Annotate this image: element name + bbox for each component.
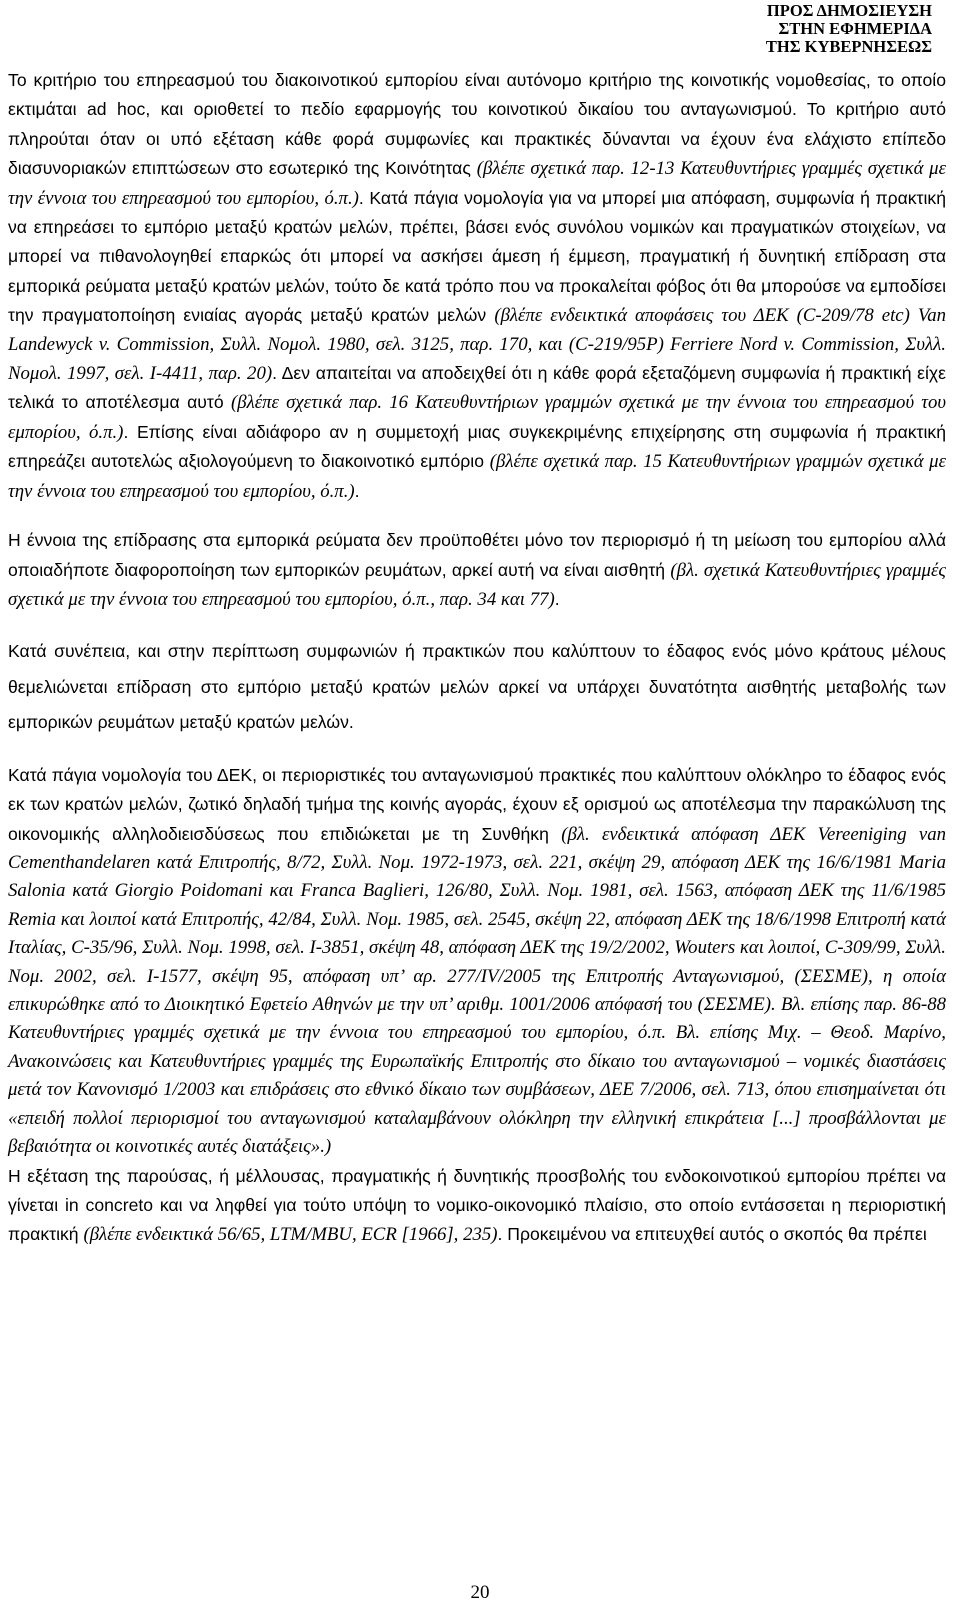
body-text: . Δεν απαιτείται να αποδειχθεί ότι η κάθε φορά εξεταζόμενη συμφωνία ή πρακτική είχε τελικά το αποτέλεσμα αυτό [8, 363, 946, 413]
paragraph [8, 526, 946, 614]
document-body [8, 66, 946, 1250]
body-text: Κατά συνέπεια, και στην περίπτωση συμφωνιών ή πρακτικών που καλύπτουν το έδαφος ενός μόνο κράτους μέλους θεμελιώνεται επίδραση στο εμπόριο μεταξύ κρατών μελών αρκεί να υπάρχει δυνατότητα αισθητής μεταβολής των εμπορικών ρευμάτων μεταξύ κρατών μελών. [8, 641, 946, 733]
publication-header [766, 2, 932, 56]
header-line-1: ΠΡΟΣ ΔΗΜΟΣΙΕΥΣΗ [766, 1, 932, 20]
body-text: . [354, 480, 360, 501]
citation-text: (βλέπε ενδεικτικά 56/65, LTM/MBU, ECR [1966], 235) [83, 1224, 498, 1246]
citation-text: (βλέπε σχετικά παρ. 15 Κατευθυντήριων γραμμών σχετικά με την έννοια του επηρεασμού του εμπορίου, ό.π.) [8, 451, 947, 502]
citation-text: (βλ. ενδεικτικά απόφαση ΔΕΚ Vereeniging van Cementhandelaren κατά Επιτροπής, 8/72, Συλλ. Νομ. 1972-1973, σελ. 221, σκέψη 29, απόφαση ΔΕΚ της 16/6/1981 Maria Salonia κατά Giorgio Poidomani και Franca Baglieri, 126/80, Συλλ. Νομ. 1981, σελ. 1563, απόφαση ΔΕΚ της 11/6/1985 Remia και λοιποί κατά Επιτροπής, 42/84, Συλλ. Νομ. 1985, σελ. 2545, σκέψη 22, απόφαση ΔΕΚ της 18/6/1998 Επιτροπή κατά Ιταλίας, C-35/96, Συλλ. Νομ. 1998, σελ. I-3851, σκέψη 48, απόφαση ΔΕΚ της 19/2/2002, Wouters και λοιποί, C-309/99, Συλλ. Νομ. 2002, σελ. I-1577, σκέψη 95, απόφαση υπ’ αρ. 277/IV/2005 της Επιτροπής Ανταγωνισμού, (ΣΕΣΜΕ), η οποία επικυρώθηκε από το Διοικητικό Εφετείο Αθηνών με την υπ’ αριθμ. 1001/2006 απόφασή του (ΣΕΣΜΕ). Βλ. επίσης παρ. 86-88 Κατευθυντήριες γραμμές σχετικά με την έννοια του επηρεασμού του εμπορίου, ό.π. Βλ. επίσης Μιχ. – Θεοδ. Μαρίνο, Ανακοινώσεις και Κατευθυντήριες γραμμές της Ευρωπαϊκής Επιτροπής στο δίκαιο του ανταγωνισμού – νομικές διαστάσεις μετά τον Κανονισμό 1/2003 και επιδράσεις στο εθνικό δίκαιο των συμβάσεων, ΔΕΕ 7/2006, σελ. 713, όπου επισημαίνεται ότι «επειδή πολλοί περιορισμοί του ανταγωνισμού καταλαμβάνουν ολόκληρη την ελληνική επικράτεια [...] προσβάλλονται με βεβαιότητα οι κοινοτικές αυτές διατάξεις».) [8, 823, 946, 1158]
body-text: . [554, 588, 560, 609]
body-text: . Κατά πάγια νομολογία για να μπορεί μια απόφαση, συμφωνία ή πρακτική να επηρεάσει το εμπόριο μεταξύ κρατών μελών, πρέπει, βάσει ενός συνόλου νομικών και πραγματικών στοιχείων, να μπορεί να πιθανολογηθεί επαρκώς ότι μπορεί να ασκήσει άμεση ή έμμεση, πραγματική ή δυνητική επίδραση στα εμπορικά ρεύματα μεταξύ κρατών μελών, τούτο δε κατά τρόπο που να προκαλείται φόβος ότι θα μπορούσε να εμποδίσει την πραγματοποίηση ενιαίας αγοράς μεταξύ κρατών μελών [8, 187, 946, 326]
page-number: 20 [470, 1582, 490, 1603]
body-text: Το κριτήριο του επηρεασμού του διακοινοτικού εμπορίου είναι αυτόνομο κριτήριο της κοινοτικής νομοθεσίας, το οποίο εκτιμάται ad hoc, και οριοθετεί το πεδίο εφαρμογής του κοινοτικού δικαίου του ανταγωνισμού. Το κριτήριο αυτό πληρούται όταν οι υπό εξέταση κάθε φορά συμφωνίες και πρακτικές δύνανται να έχουν ένα ελάχιστο επίπεδο διασυνοριακών επιπτώσεων στο εσωτερικό της Κοινότητας [8, 70, 946, 179]
citation-text: (βλέπε σχετικά παρ. 12-13 Κατευθυντήριες γραμμές σχετικά με την έννοια του επηρεασμού του εμπορίου, ό.π.) [8, 158, 946, 209]
body-text: Η έννοια της επίδρασης στα εμπορικά ρεύματα δεν προϋποθέτει μόνο τον περιορισμό ή τη μείωση του εμπορίου αλλά οποιαδήποτε διαφοροποίηση των εμπορικών ρευμάτων, αρκεί αυτή να είναι αισθητή [8, 530, 946, 580]
paragraph [8, 634, 946, 741]
header-line-2: ΣΤΗΝ ΕΦΗΜΕΡΙΔΑ [778, 19, 932, 38]
paragraph [8, 1162, 946, 1250]
body-text: Κατά πάγια νομολογία του ΔΕΚ, οι περιοριστικές του ανταγωνισμού πρακτικές που καλύπτουν ολόκληρο το έδαφος ενός εκ των κρατών μελών, ζωτικό δηλαδή τμήμα της κοινής αγοράς, έχουν εξ ορισμού ως αποτέλεσμα την παρακώλυση της οικονομικής αλληλοδιεισδύσεως που επιδιώκεται με τη Συνθήκη [8, 764, 946, 844]
body-text: . Προκειμένου να επιτευχθεί αυτός ο σκοπός θα πρέπει [497, 1224, 927, 1245]
header-line-3: ΤΗΣ ΚΥΒΕΡΝΗΣΕΩΣ [765, 37, 932, 56]
citation-text: (βλ. σχετικά Κατευθυντήριες γραμμές σχετικά με την έννοια του επηρεασμού του εμπορίου, ό.π., παρ. 34 και 77) [8, 559, 946, 610]
body-text: . Επίσης είναι αδιάφορο αν η συμμετοχή μιας συγκεκριμένης επιχείρησης στη συμφωνία ή πρακτική επηρεάζει αυτοτελώς αξιολογούμενη το διακοινοτικό εμπόριο [8, 421, 946, 472]
paragraph [8, 761, 946, 1162]
body-text: Η εξέταση της παρούσας, ή μέλλουσας, πραγματικής ή δυνητικής προσβολής του ενδοκοινοτικού εμπορίου πρέπει να γίνεται in concreto και να ληφθεί για τούτο υπόψη το νομικο-οικονομικό πλαίσιο, στο οποίο εντάσσεται η περιοριστική πρακτική [8, 1165, 946, 1245]
citation-text: (βλέπε ενδεικτικά αποφάσεις του ΔΕΚ (C-209/78 etc) Van Landewyck v. Commission, Συλλ. Νομολ. 1980, σελ. 3125, παρ. 170, και (C-219/95P) Ferriere Nord v. Commission, Συλλ. Νομολ. 1997, σελ. Ι-4411, παρ. 20) [8, 305, 946, 385]
citation-text: (βλέπε σχετικά παρ. 16 Κατευθυντήριων γραμμών σχετικά με την έννοια του επηρεασμού του εμπορίου, ό.π.) [8, 392, 946, 443]
paragraph [8, 66, 946, 506]
